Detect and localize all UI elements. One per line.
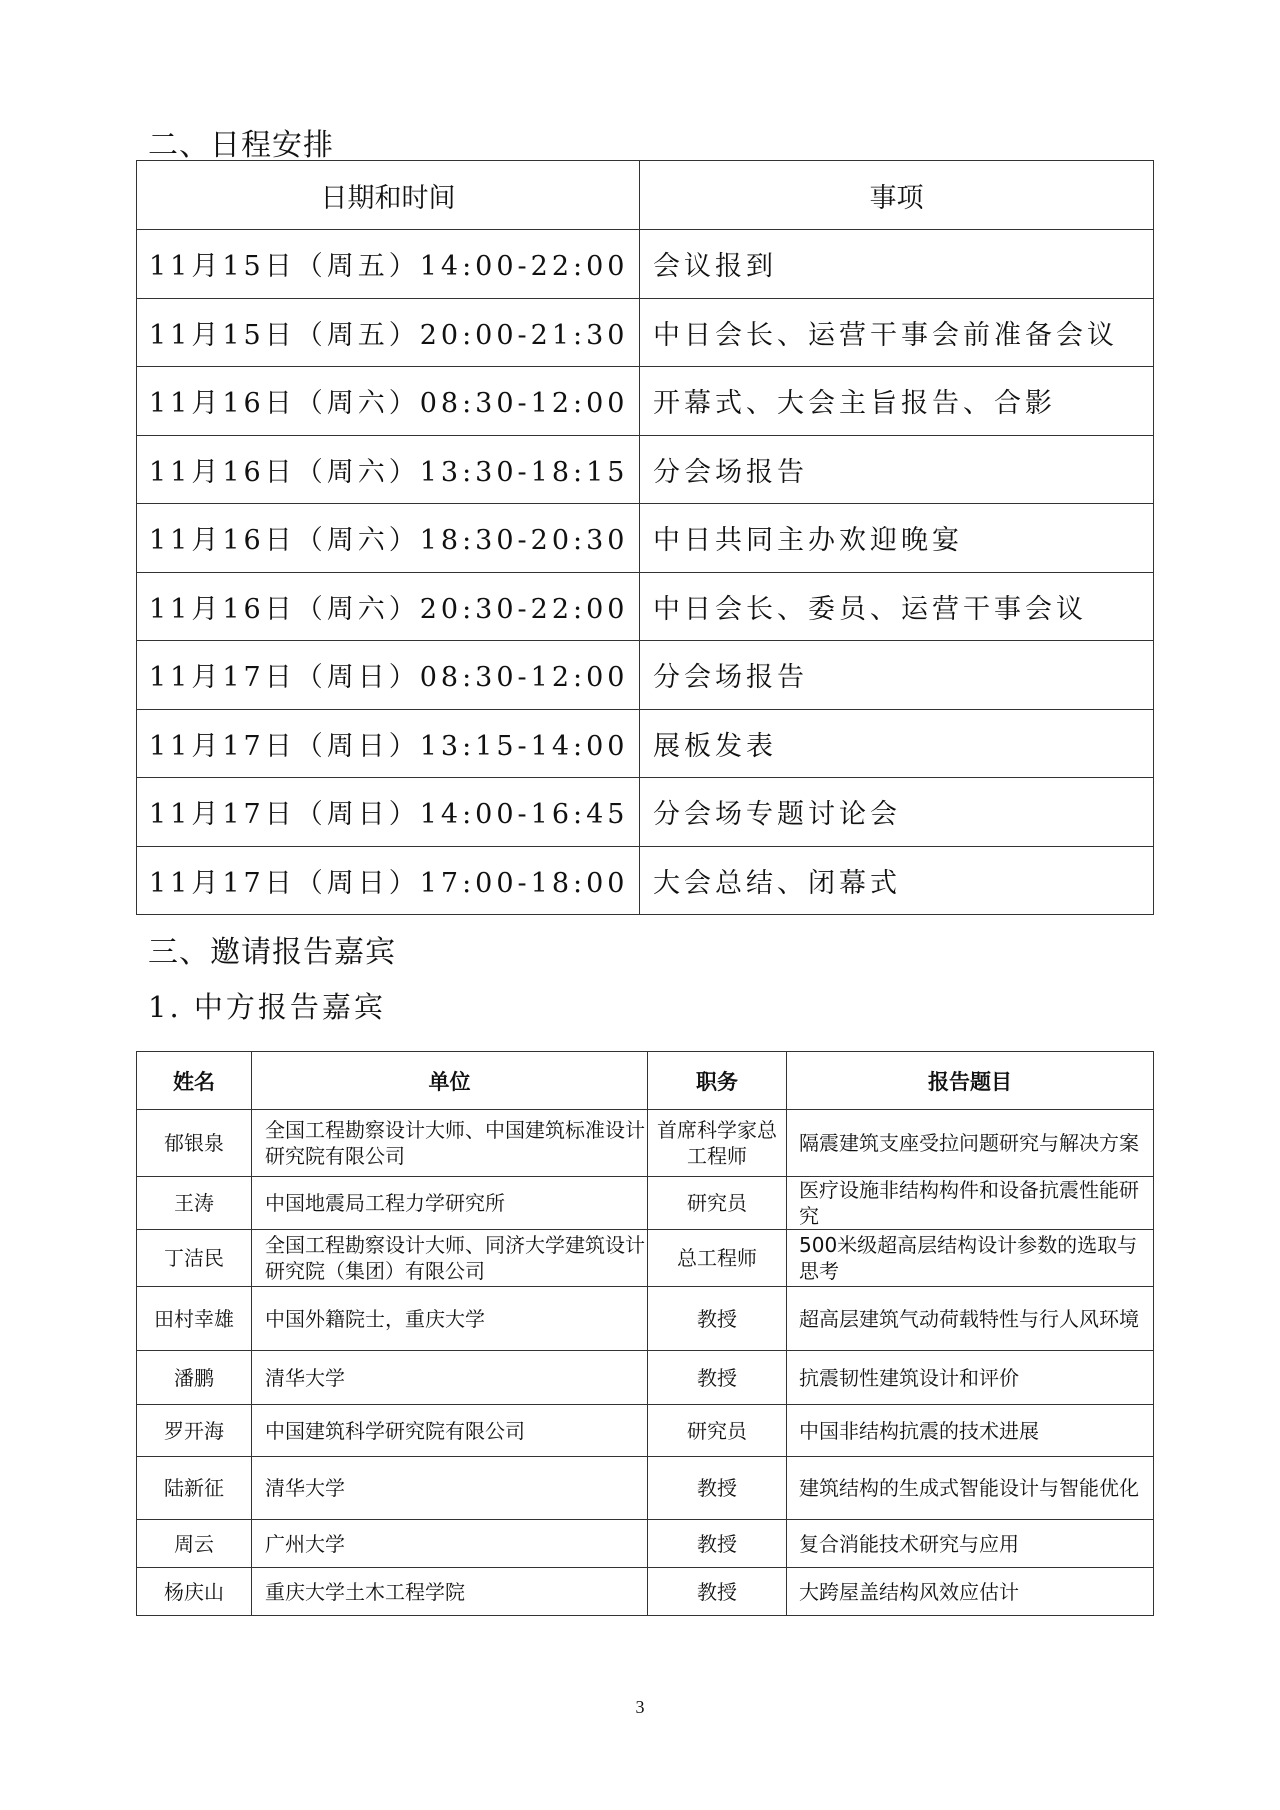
speaker-unit-cell: 中国建筑科学研究院有限公司 [252, 1405, 648, 1457]
speaker-unit-cell: 中国外籍院士，重庆大学 [252, 1287, 648, 1351]
schedule-event-cell: 中日会长、委员、运营干事会议 [640, 572, 1154, 641]
speakers-table [136, 1051, 1154, 1616]
speaker-name-cell: 杨庆山 [137, 1568, 252, 1616]
speaker-unit-cell: 中国地震局工程力学研究所 [252, 1177, 648, 1230]
schedule-datetime-cell: 11月16日（周六）18:30-20:30 [137, 504, 640, 573]
speakers-header-name: 姓名 [137, 1052, 252, 1110]
speaker-unit-cell: 全国工程勘察设计大师、中国建筑标准设计研究院有限公司 [252, 1110, 648, 1177]
speaker-unit-cell: 重庆大学土木工程学院 [252, 1568, 648, 1616]
speakers-header-topic: 报告题目 [787, 1052, 1154, 1110]
speaker-unit-cell: 广州大学 [252, 1520, 648, 1568]
schedule-datetime-cell: 11月17日（周日）13:15-14:00 [137, 709, 640, 778]
schedule-header-row [137, 161, 1154, 230]
speaker-row [137, 1287, 1154, 1351]
speaker-topic-cell: 超高层建筑气动荷载特性与行人风环境 [787, 1287, 1154, 1351]
schedule-datetime-cell: 11月15日（周五）20:00-21:30 [137, 298, 640, 367]
speaker-row [137, 1568, 1154, 1616]
schedule-row [137, 367, 1154, 436]
schedule-event-cell: 中日共同主办欢迎晚宴 [640, 504, 1154, 573]
speaker-name-cell: 潘鹏 [137, 1351, 252, 1405]
speaker-unit-cell: 清华大学 [252, 1457, 648, 1520]
schedule-event-cell: 分会场专题讨论会 [640, 778, 1154, 847]
speaker-role-cell: 教授 [648, 1568, 787, 1616]
speaker-topic-cell: 复合消能技术研究与应用 [787, 1520, 1154, 1568]
speaker-name-cell: 郁银泉 [137, 1110, 252, 1177]
schedule-row [137, 230, 1154, 299]
schedule-event-cell: 大会总结、闭幕式 [640, 846, 1154, 915]
speaker-row [137, 1520, 1154, 1568]
schedule-event-cell: 中日会长、运营干事会前准备会议 [640, 298, 1154, 367]
speaker-unit-cell: 清华大学 [252, 1351, 648, 1405]
schedule-row [137, 298, 1154, 367]
schedule-datetime-cell: 11月16日（周六）13:30-18:15 [137, 435, 640, 504]
speaker-role-cell: 总工程师 [648, 1230, 787, 1287]
page-number: 3 [635, 1697, 645, 1717]
speaker-role-cell: 研究员 [648, 1405, 787, 1457]
schedule-datetime-cell: 11月17日（周日）17:00-18:00 [137, 846, 640, 915]
schedule-event-cell: 分会场报告 [640, 435, 1154, 504]
speaker-row [137, 1351, 1154, 1405]
speaker-row [137, 1457, 1154, 1520]
speaker-role-cell: 教授 [648, 1520, 787, 1568]
speaker-row [137, 1177, 1154, 1230]
speaker-topic-cell: 中国非结构抗震的技术进展 [787, 1405, 1154, 1457]
schedule-row [137, 846, 1154, 915]
schedule-header-datetime: 日期和时间 [137, 161, 640, 230]
speaker-unit-cell: 全国工程勘察设计大师、同济大学建筑设计研究院（集团）有限公司 [252, 1230, 648, 1287]
section-title-speakers: 三、邀请报告嘉宾 [148, 935, 396, 970]
speaker-topic-cell: 500米级超高层结构设计参数的选取与思考 [787, 1230, 1154, 1287]
schedule-row [137, 504, 1154, 573]
schedule-row [137, 641, 1154, 710]
schedule-datetime-cell: 11月17日（周日）14:00-16:45 [137, 778, 640, 847]
speaker-row [137, 1110, 1154, 1177]
speaker-name-cell: 陆新征 [137, 1457, 252, 1520]
speaker-topic-cell: 医疗设施非结构构件和设备抗震性能研究 [787, 1177, 1154, 1230]
schedule-datetime-cell: 11月16日（周六）08:30-12:00 [137, 367, 640, 436]
speaker-role-cell: 首席科学家总工程师 [648, 1110, 787, 1177]
speaker-name-cell: 丁洁民 [137, 1230, 252, 1287]
speaker-row [137, 1230, 1154, 1287]
schedule-event-cell: 展板发表 [640, 709, 1154, 778]
speaker-topic-cell: 抗震韧性建筑设计和评价 [787, 1351, 1154, 1405]
schedule-header-event: 事项 [640, 161, 1154, 230]
schedule-event-cell: 开幕式、大会主旨报告、合影 [640, 367, 1154, 436]
schedule-row [137, 778, 1154, 847]
speaker-topic-cell: 隔震建筑支座受拉问题研究与解决方案 [787, 1110, 1154, 1177]
schedule-event-cell: 分会场报告 [640, 641, 1154, 710]
speaker-role-cell: 教授 [648, 1457, 787, 1520]
speaker-name-cell: 田村幸雄 [137, 1287, 252, 1351]
schedule-table [136, 160, 1154, 915]
schedule-datetime-cell: 11月15日（周五）14:00-22:00 [137, 230, 640, 299]
schedule-event-cell: 会议报到 [640, 230, 1154, 299]
speaker-name-cell: 罗开海 [137, 1405, 252, 1457]
speakers-header-unit: 单位 [252, 1052, 648, 1110]
schedule-row [137, 709, 1154, 778]
speaker-name-cell: 周云 [137, 1520, 252, 1568]
speaker-topic-cell: 大跨屋盖结构风效应估计 [787, 1568, 1154, 1616]
speaker-topic-cell: 建筑结构的生成式智能设计与智能优化 [787, 1457, 1154, 1520]
speakers-header-row [137, 1052, 1154, 1110]
schedule-row [137, 572, 1154, 641]
schedule-row [137, 435, 1154, 504]
speaker-name-cell: 王涛 [137, 1177, 252, 1230]
speaker-role-cell: 教授 [648, 1351, 787, 1405]
schedule-datetime-cell: 11月17日（周日）08:30-12:00 [137, 641, 640, 710]
speaker-role-cell: 研究员 [648, 1177, 787, 1230]
section-title-schedule: 二、日程安排 [148, 128, 334, 163]
speaker-role-cell: 教授 [648, 1287, 787, 1351]
subtitle-chinese-speakers: 1. 中方报告嘉宾 [148, 990, 386, 1024]
speakers-header-role: 职务 [648, 1052, 787, 1110]
speaker-row [137, 1405, 1154, 1457]
schedule-datetime-cell: 11月16日（周六）20:30-22:00 [137, 572, 640, 641]
